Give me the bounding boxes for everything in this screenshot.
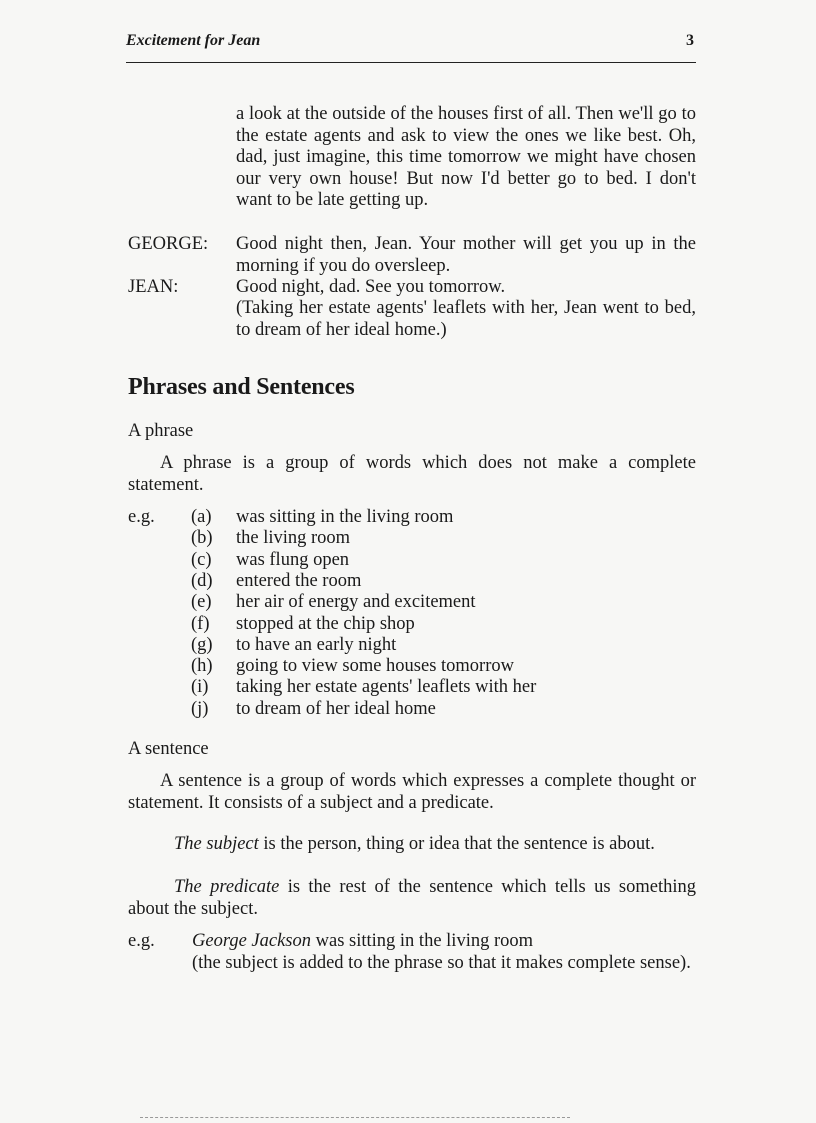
item-text: entered the room [236,570,362,591]
section-title: Phrases and Sentences [128,374,355,400]
predicate-term: The predicate [174,877,280,897]
item-text: was sitting in the living room [236,507,454,527]
item-letter: (i) [191,677,209,698]
phrase-definition: A phrase is a group of words which does not make a complete statement. [128,453,696,495]
bottom-scan-artifact [140,1117,570,1118]
item-text: taking her estate agents' leaflets with her [236,677,537,698]
page-number: 3 [686,32,694,49]
item-text: to dream of her ideal home [236,698,436,719]
item-text: stopped at the chip shop [236,613,415,634]
item-letter: (g) [191,634,213,655]
item-text: was flung open [236,549,350,570]
item-letter: (c) [191,549,212,570]
example-subject: George Jackson [192,931,312,951]
example-rest: was sitting in the living room [311,931,534,951]
item-letter: (f) [191,613,210,634]
dialogue-continuation: a look at the outside of the houses first of all. Then we'll go to the estate agents and ask to view the ones we like best. Oh, dad, just imagine, this time tomorrow we might have chosen our very own house! But now I'd better go to bed. I don't want to be late getting up. [236,104,696,210]
stage-direction: (Taking her estate agents' leaflets with her, Jean went to bed, to dream of her ideal home.) [236,298,696,340]
item-text: the living room [236,528,351,549]
item-letter: (b) [191,528,213,549]
item-letter: (h) [191,656,213,677]
header-rule [126,62,696,63]
item-letter: (a) [191,507,212,527]
eg-label: e.g. [128,507,155,527]
phrase-heading: A phrase [128,421,194,441]
george-line: Good night then, Jean. Your mother will get you up in the morning if you do oversleep. [236,234,696,276]
predicate-definition [128,877,696,920]
item-text: going to view some houses tomorrow [236,656,514,677]
subject-term: The subject [174,834,259,854]
running-header [126,32,696,50]
speaker-jean: JEAN: [128,277,179,297]
jean-line: Good night, dad. See you tomorrow. [236,277,506,297]
sentence-heading: A sentence [128,739,209,759]
eg-label-2: e.g. [128,931,155,951]
subject-rest: is the person, thing or idea that the sentence is about. [258,834,655,854]
item-letter: (j) [191,698,209,719]
predicate-rest: is the rest of the sentence which tells us something about the subject. [128,877,696,919]
chapter-title: Excitement for Jean [126,32,261,49]
item-text: her air of energy and excitement [236,592,476,613]
example-note: (the subject is added to the phrase so that it makes complete sense). [192,953,691,973]
item-text: to have an early night [236,634,397,655]
item-letter: (e) [191,592,212,613]
sentence-definition: A sentence is a group of words which expresses a complete thought or statement. It consists of a subject and a predicate. [128,771,696,813]
subject-definition [128,834,696,856]
item-letter: (d) [191,570,213,591]
sentence-example [192,931,696,953]
speaker-george: GEORGE: [128,234,209,254]
